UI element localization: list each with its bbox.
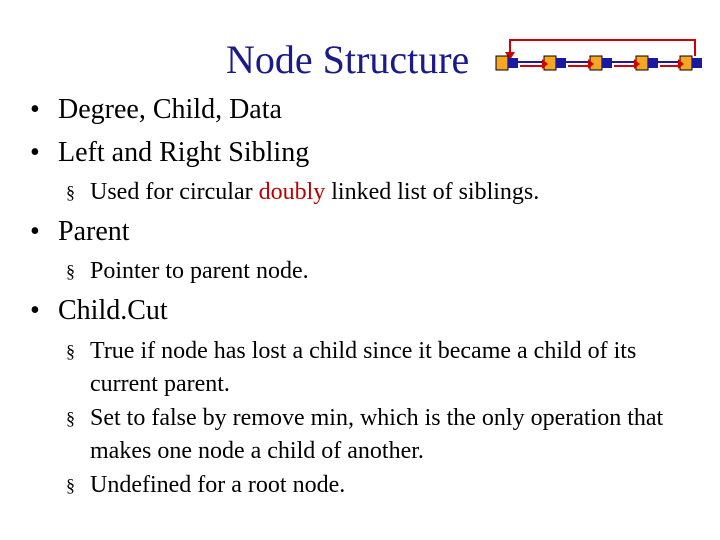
sub-item <box>66 469 676 502</box>
sub-bullet-symbol: § <box>66 182 75 202</box>
sub-item <box>66 402 676 468</box>
bullet-text: Parent <box>58 216 130 247</box>
sub-text: True if node has lost a child since it became a child of its current parent. <box>90 338 637 397</box>
highlight-text: doubly <box>258 179 326 205</box>
bullet-symbol: • <box>30 295 40 326</box>
sub-bullet-symbol: § <box>66 408 75 428</box>
sub-text: Pointer to parent node. <box>90 258 309 284</box>
bullet-item <box>30 137 309 169</box>
bullet-symbol: • <box>30 94 40 125</box>
list-node <box>680 56 702 70</box>
sub-text: Set to false by remove min, which is the only operation that makes one node a child of another. <box>90 405 664 464</box>
sub-text: linked list of siblings. <box>325 179 540 205</box>
sub-bullet-symbol: § <box>66 261 75 281</box>
bullet-text: Child.Cut <box>58 295 168 326</box>
sub-item <box>66 255 666 288</box>
slide-title: Node Structure <box>226 37 470 82</box>
bullet-item <box>30 94 282 126</box>
bullet-item <box>30 295 168 327</box>
bullet-text: Degree, Child, Data <box>58 94 282 125</box>
sub-item <box>66 176 666 209</box>
list-node <box>636 56 658 70</box>
sub-bullet-symbol: § <box>66 475 75 495</box>
bullet-text: Left and Right Sibling <box>58 137 310 168</box>
sub-text: Undefined for a root node. <box>90 472 346 498</box>
list-node <box>496 56 518 70</box>
sub-text: Used for circular <box>90 179 259 205</box>
circular-link-arrow <box>510 40 695 56</box>
sub-bullet-symbol: § <box>66 341 75 361</box>
sub-item <box>66 335 676 401</box>
bullet-symbol: • <box>30 216 40 247</box>
list-node <box>590 56 612 70</box>
list-node <box>544 56 566 70</box>
bullet-symbol: • <box>30 137 40 168</box>
bullet-item <box>30 216 130 248</box>
